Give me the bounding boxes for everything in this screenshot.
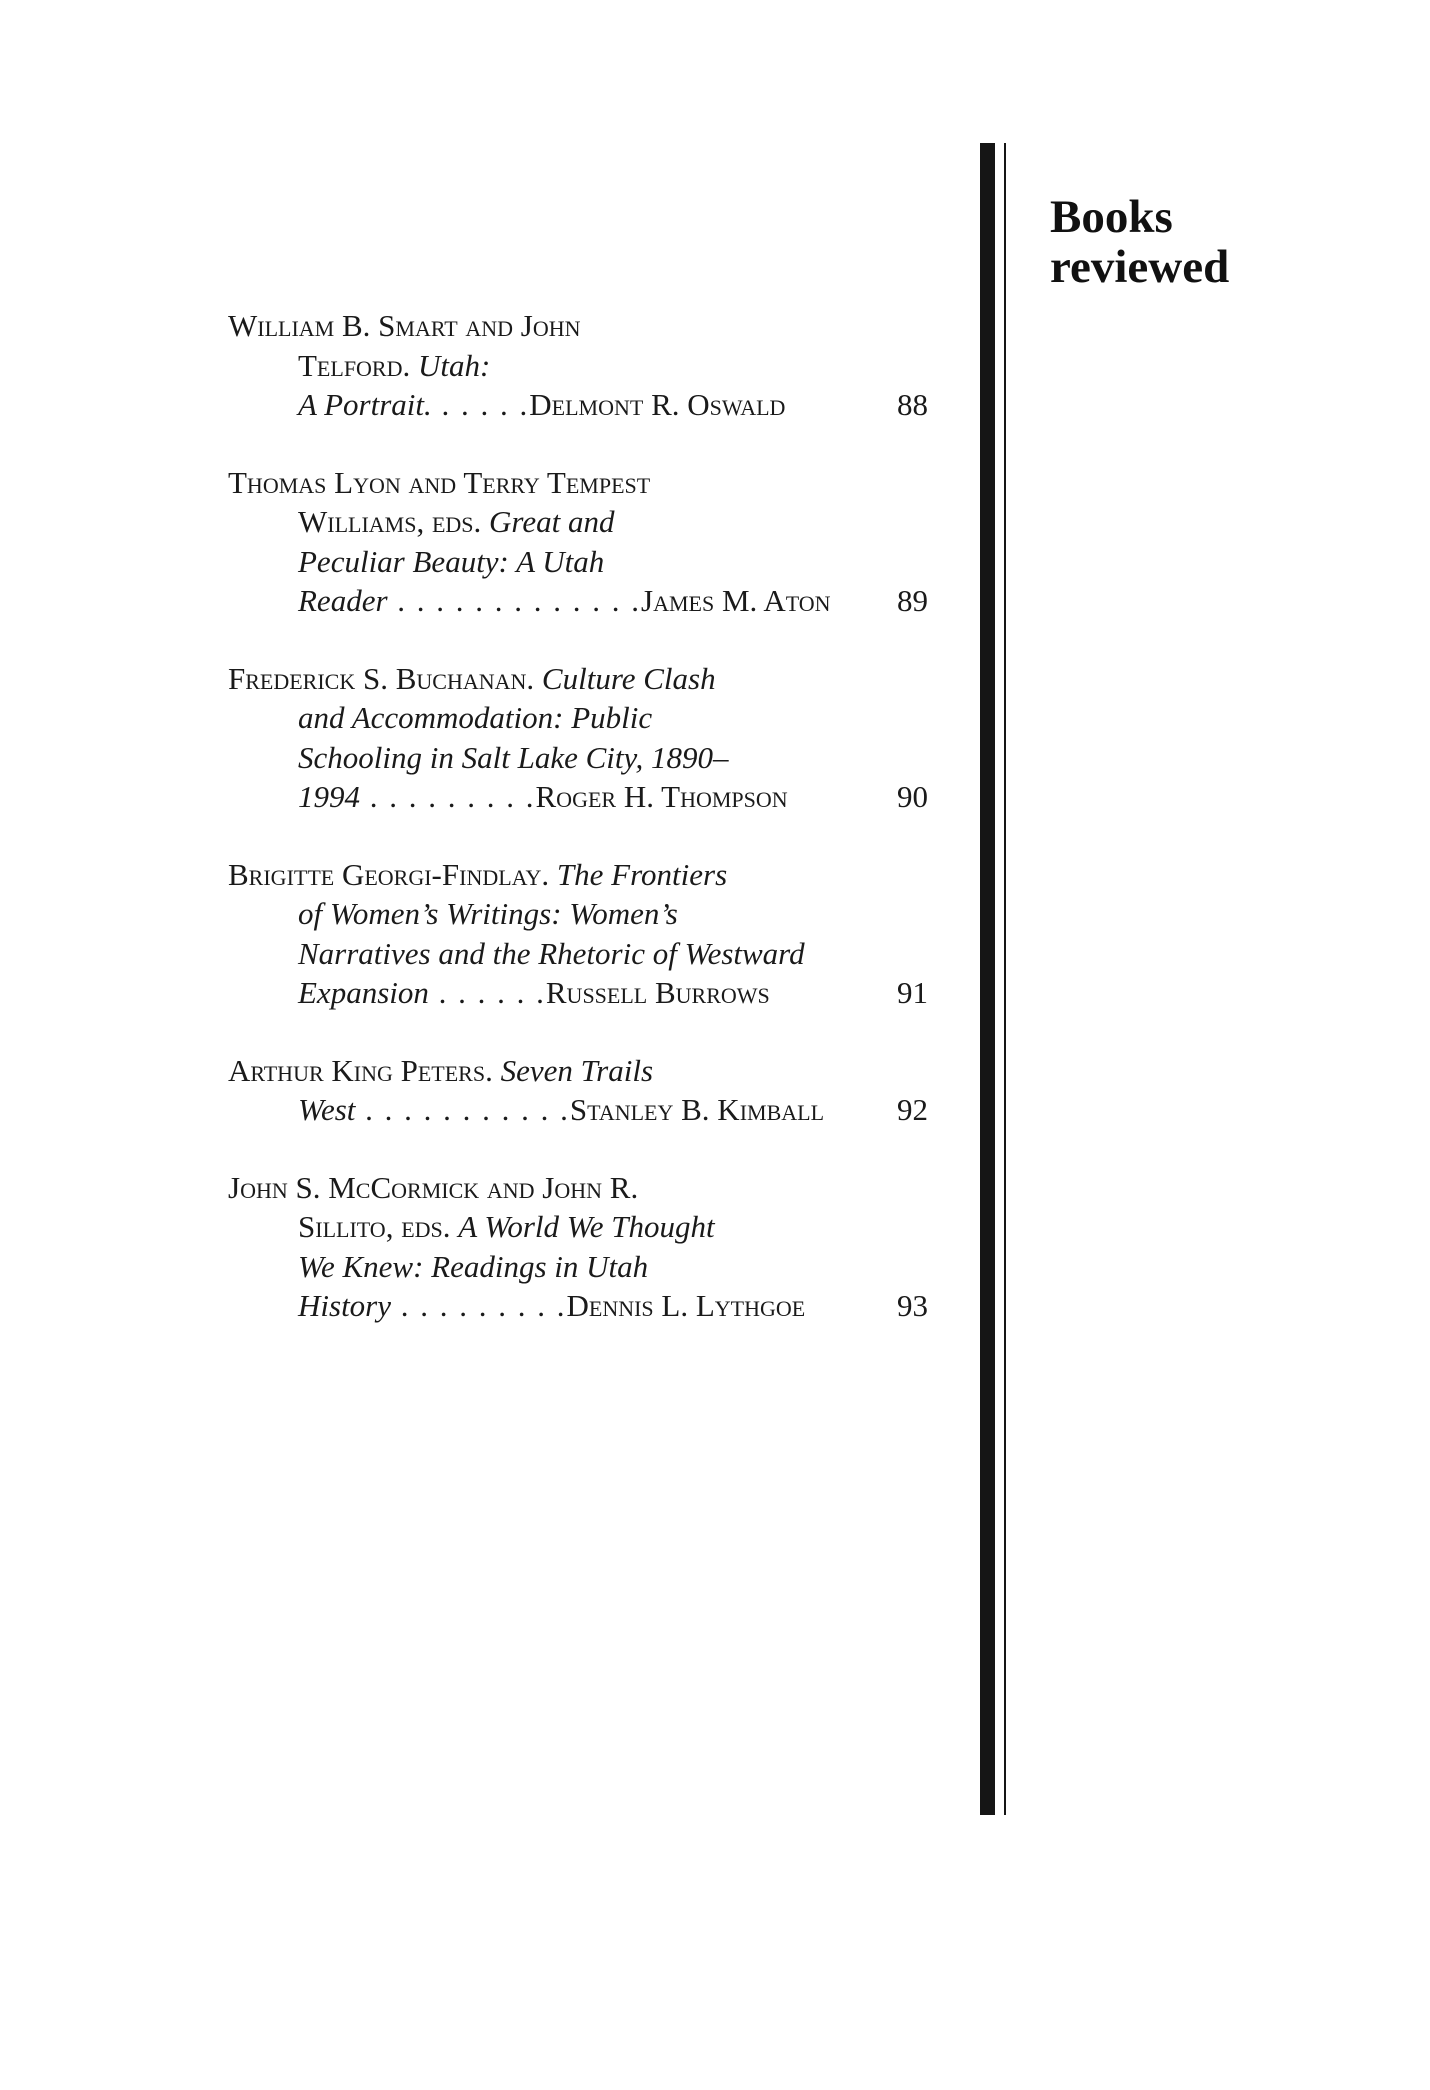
- reviewer-name: Delmont R. Oswald: [529, 387, 786, 422]
- book-title: Seven Trails: [500, 1052, 654, 1088]
- entry-last-line: [228, 1286, 928, 1326]
- book-title: We Knew: Readings in Utah: [298, 1248, 649, 1284]
- book-title: Expansion: [298, 975, 429, 1010]
- dot-leader: . . . . . .: [428, 975, 546, 1010]
- review-entry: [228, 659, 928, 817]
- dot-leader: . . . . .: [431, 387, 530, 422]
- book-author: Telford.: [298, 347, 411, 383]
- book-title: Narratives and the Rhetoric of Westward: [298, 935, 805, 971]
- dot-leader: . . . . . . . . . . . . .: [387, 583, 642, 618]
- review-entry: [228, 306, 928, 425]
- book-author: Frederick S. Buchanan.: [228, 660, 535, 696]
- entry-last-line: [228, 777, 928, 817]
- review-entry: [228, 855, 928, 1013]
- entry-line: [228, 502, 928, 542]
- entry-last-line: [228, 385, 928, 425]
- entry-line: [228, 659, 928, 699]
- dot-leader: . . . . . . . . .: [360, 779, 536, 814]
- book-title: Reader: [298, 583, 388, 618]
- dot-leader: . . . . . . . . .: [391, 1288, 567, 1323]
- review-entry: [228, 1168, 928, 1326]
- review-list: [228, 306, 928, 1364]
- book-author: John S. McCormick and John R.: [228, 1169, 639, 1205]
- book-title: History: [298, 1288, 391, 1323]
- entry-line: [228, 1051, 928, 1091]
- review-entry: [228, 463, 928, 621]
- reviewer-name: Russell Burrows: [545, 975, 770, 1010]
- dot-leader: . . . . . . . . . . .: [355, 1092, 570, 1127]
- vertical-rule-thin: [1004, 143, 1006, 1815]
- reviewer-name: James M. Aton: [641, 583, 831, 618]
- reviewer-name: Stanley B. Kimball: [569, 1092, 825, 1127]
- entry-line: [228, 1168, 928, 1208]
- section-heading-line-2: reviewed: [1050, 241, 1230, 293]
- book-title: Culture Clash: [541, 660, 716, 696]
- book-title: West: [298, 1092, 356, 1127]
- entry-last-line: [228, 1090, 928, 1130]
- page-number: 88: [897, 387, 928, 422]
- entry-last-line: [228, 581, 928, 621]
- entry-line: [228, 463, 928, 503]
- book-title: Peculiar Beauty: A Utah: [298, 543, 605, 579]
- book-author: Sillito, eds.: [298, 1209, 451, 1244]
- page-number: 90: [897, 779, 928, 814]
- section-heading: [1050, 192, 1350, 292]
- book-title: Utah:: [418, 347, 491, 383]
- review-entry: [228, 1051, 928, 1130]
- page-number: 89: [897, 583, 928, 618]
- book-title: The Frontiers: [556, 856, 728, 892]
- book-author: William B. Smart and John: [228, 308, 581, 343]
- book-author: Thomas Lyon and Terry Tempest: [228, 464, 651, 500]
- page-number: 93: [897, 1288, 928, 1323]
- book-title: A World We Thought: [458, 1209, 715, 1244]
- section-heading-line-1: Books: [1050, 191, 1173, 243]
- entry-line: [228, 306, 928, 346]
- entry-last-line: [228, 973, 928, 1013]
- reviewer-name: Roger H. Thompson: [535, 779, 788, 814]
- book-title: and Accommodation: Public: [298, 700, 653, 735]
- book-author: Brigitte Georgi-Findlay.: [228, 856, 550, 892]
- book-title: of Women’s Writings: Women’s: [298, 896, 678, 931]
- page-number: 92: [897, 1092, 928, 1127]
- entry-line: [228, 855, 928, 895]
- reviewer-name: Dennis L. Lythgoe: [566, 1288, 806, 1323]
- book-author: Arthur King Peters.: [228, 1052, 493, 1088]
- book-author: Williams, eds.: [298, 504, 482, 539]
- entry-line: [228, 1207, 928, 1247]
- book-title: Great and: [489, 504, 615, 539]
- vertical-rule-thick: [980, 143, 995, 1815]
- page-number: 91: [897, 975, 928, 1010]
- book-title: Schooling in Salt Lake City, 1890–: [298, 739, 729, 775]
- entry-line: [228, 346, 928, 386]
- book-title: A Portrait.: [298, 387, 432, 422]
- book-title: 1994: [298, 779, 360, 814]
